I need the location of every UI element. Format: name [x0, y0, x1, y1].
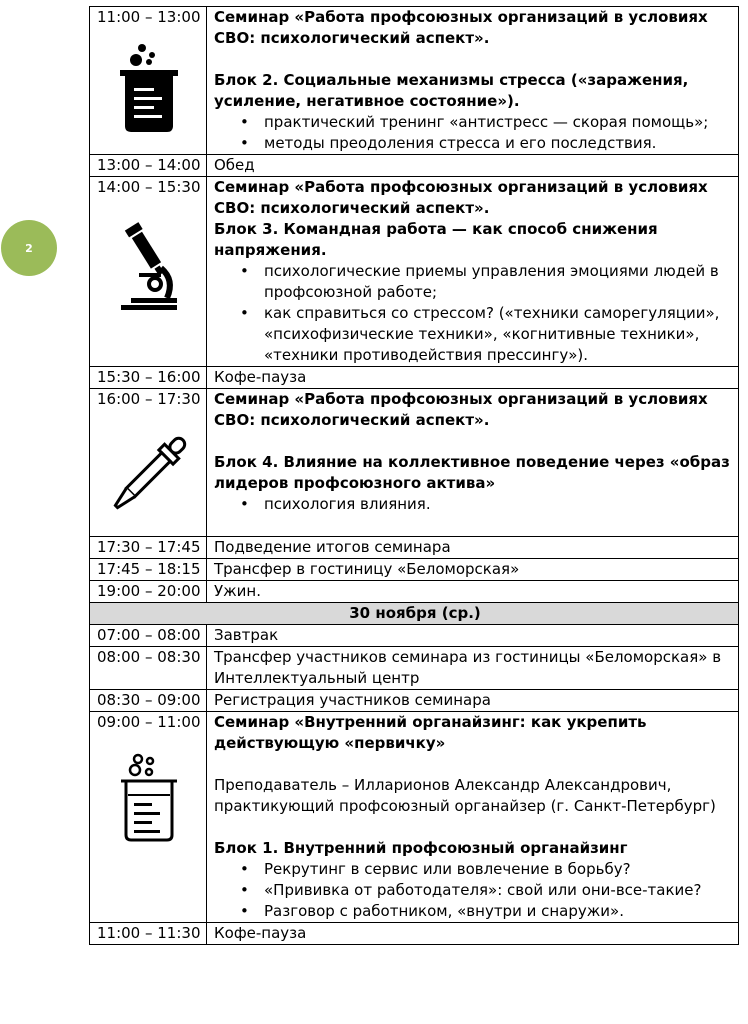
time-slot: 11:00 – 13:00 [97, 8, 201, 26]
table-row [90, 177, 739, 367]
table-row [90, 537, 739, 559]
block-title: Блок 2. Социальные механизмы стресса («заражения, усиление, негативное состояние»). [214, 71, 689, 110]
time-slot: 09:00 – 11:00 [97, 713, 201, 731]
seminar-title: Семинар «Работа профсоюзных организаций в условиях СВО: психологический аспект». [214, 178, 708, 217]
list-item: • Рекрутинг в сервис или вовлечение в борьбу? [264, 859, 733, 880]
beaker-outline-icon [97, 751, 201, 843]
time-slot: 17:45 – 18:15 [90, 559, 207, 581]
seminar-title: Семинар «Работа профсоюзных организаций в условиях СВО: психологический аспект». [214, 390, 708, 429]
topic-list [214, 859, 733, 922]
time-slot: 16:00 – 17:30 [97, 390, 201, 408]
teacher-info: Преподаватель – Илларионов Александр Александрович, практикующий профсоюзный органайзер (г. Санкт-Петербург) [214, 776, 716, 815]
time-slot: 08:00 – 08:30 [90, 647, 207, 690]
beaker-filled-icon [97, 42, 201, 134]
table-row [90, 923, 739, 945]
seminar-title: Семинар «Внутренний органайзинг: как укрепить действующую «первичку» [214, 713, 647, 752]
table-row [90, 712, 739, 923]
table-row [90, 155, 739, 177]
date-heading: 30 ноября (ср.) [90, 603, 739, 625]
date-row [90, 603, 739, 625]
time-slot: 13:00 – 14:00 [90, 155, 207, 177]
event-text: Ужин. [207, 581, 739, 603]
block-title: Блок 4. Влияние на коллективное поведение через «образ лидеров профсоюзного актива» [214, 453, 730, 492]
table-row [90, 7, 739, 155]
block-title: Блок 3. Командная работа — как способ снижения напряжения. [214, 220, 658, 259]
list-item: • практический тренинг «антистресс — скорая помощь»; [264, 112, 733, 133]
microscope-icon [97, 218, 201, 310]
table-row [90, 389, 739, 537]
event-text: Подведение итогов семинара [207, 537, 739, 559]
event-text: Трансфер в гостиницу «Беломорская» [207, 559, 739, 581]
event-text: Регистрация участников семинара [207, 690, 739, 712]
table-row [90, 647, 739, 690]
event-text: Трансфер участников семинара из гостиницы «Беломорская» в Интеллектуальный центр [207, 647, 739, 690]
list-item: • как справиться со стрессом? («техники саморегуляции», «психофизические техники», «когнитивные техники», «техники противодействия прессингу»). [264, 303, 733, 366]
list-item: • методы преодоления стресса и его последствия. [264, 133, 733, 154]
event-text: Кофе-пауза [207, 923, 739, 945]
time-slot: 07:00 – 08:00 [90, 625, 207, 647]
table-row [90, 581, 739, 603]
list-item: • Разговор с работником, «внутри и снаружи». [264, 901, 733, 922]
block-title: Блок 1. Внутренний профсоюзный органайзинг [214, 839, 628, 857]
event-text: Обед [207, 155, 739, 177]
event-text: Кофе-пауза [207, 367, 739, 389]
time-slot: 08:30 – 09:00 [90, 690, 207, 712]
seminar-title: Семинар «Работа профсоюзных организаций в условиях СВО: психологический аспект». [214, 8, 708, 47]
time-slot: 17:30 – 17:45 [90, 537, 207, 559]
list-item: • психологические приемы управления эмоциями людей в профсоюзной работе; [264, 261, 733, 303]
table-row [90, 625, 739, 647]
topic-list [214, 261, 733, 366]
time-slot: 19:00 – 20:00 [90, 581, 207, 603]
pipette-icon [97, 428, 201, 520]
time-slot: 11:00 – 11:30 [90, 923, 207, 945]
topic-list [214, 494, 733, 515]
schedule-table [89, 6, 739, 945]
table-row [90, 367, 739, 389]
page-number-badge: 2 [1, 220, 57, 276]
time-slot: 14:00 – 15:30 [97, 178, 201, 196]
list-item: • «Прививка от работодателя»: свой или они-все-такие? [264, 880, 733, 901]
topic-list [214, 112, 733, 154]
table-row [90, 559, 739, 581]
event-text: Завтрак [207, 625, 739, 647]
time-slot: 15:30 – 16:00 [90, 367, 207, 389]
list-item: • психология влияния. [264, 494, 733, 515]
table-row [90, 690, 739, 712]
